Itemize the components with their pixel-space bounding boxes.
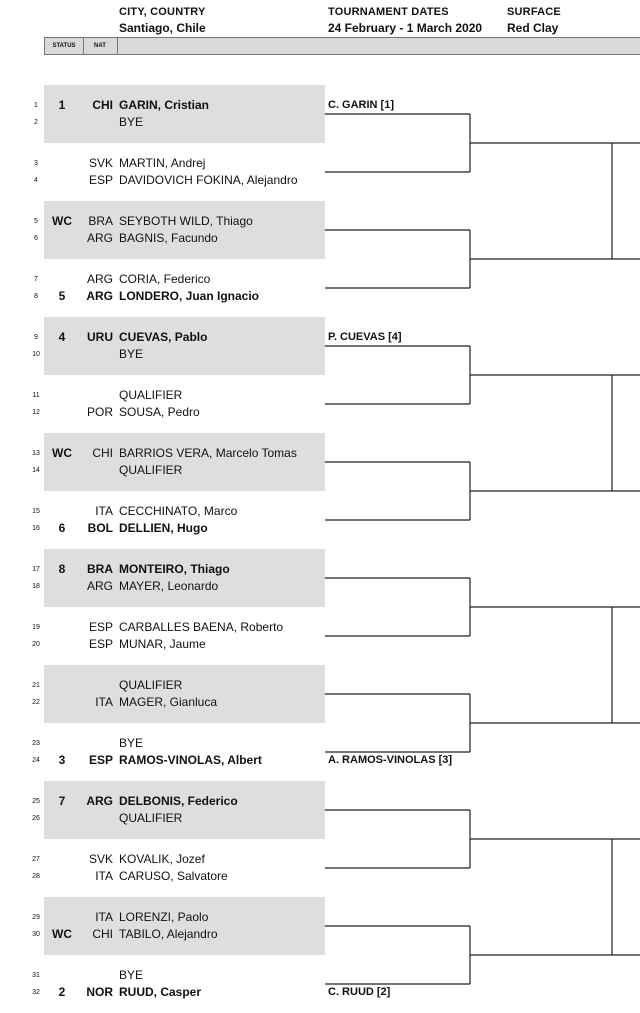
draw-position: 21 <box>32 682 40 689</box>
player-seed: 8 <box>58 562 66 576</box>
player-name: QUALIFIER <box>119 463 183 477</box>
player-seed: 7 <box>58 794 66 808</box>
draw-position: 19 <box>32 624 40 631</box>
header-dates-value: 24 February - 1 March 2020 <box>328 21 483 35</box>
player-name: QUALIFIER <box>119 678 183 692</box>
draw-position: 3 <box>34 160 38 167</box>
round2-winner: P. CUEVAS [4] <box>328 331 402 343</box>
draw-position: 28 <box>32 873 40 880</box>
player-name: MUNAR, Jaume <box>119 637 206 651</box>
player-name: RAMOS-VINOLAS, Albert <box>119 753 262 767</box>
player-nationality: ARG <box>86 289 113 303</box>
player-seed: WC <box>52 446 72 460</box>
player-nationality: NOR <box>86 985 113 999</box>
draw-position: 12 <box>32 409 40 416</box>
player-name: GARIN, Cristian <box>119 98 210 112</box>
player-name: MAYER, Leonardo <box>119 579 219 593</box>
player-name: LORENZI, Paolo <box>119 910 209 924</box>
player-seed: 2 <box>58 985 66 999</box>
player-nationality: ARG <box>86 794 113 808</box>
draw-position: 13 <box>32 450 40 457</box>
player-name: CORIA, Federico <box>119 272 211 286</box>
player-nationality: SVK <box>88 852 113 866</box>
player-name: MARTIN, Andrej <box>119 156 206 170</box>
player-nationality: ARG <box>86 272 113 286</box>
draw-position: 31 <box>32 972 40 979</box>
draw-position: 9 <box>34 334 38 341</box>
draw-position: 6 <box>34 235 38 242</box>
draw-position: 26 <box>32 815 40 822</box>
player-name: BYE <box>119 347 144 361</box>
draw-position: 2 <box>34 119 38 126</box>
player-name: LONDERO, Juan Ignacio <box>119 289 260 303</box>
draw-position: 17 <box>32 566 40 573</box>
player-name: BARRIOS VERA, Marcelo Tomas <box>119 446 297 460</box>
header-surface-value: Red Clay <box>507 21 559 35</box>
player-name: CARUSO, Salvatore <box>119 869 228 883</box>
player-nationality: BOL <box>87 521 113 535</box>
round2-winner: C. RUUD [2] <box>328 986 391 998</box>
draw-position: 16 <box>32 525 40 532</box>
column-status: STATUS <box>45 38 84 54</box>
player-name: MAGER, Gianluca <box>119 695 218 709</box>
draw-position: 30 <box>32 931 40 938</box>
draw-position: 14 <box>32 467 40 474</box>
draw-position: 23 <box>32 740 40 747</box>
bracket-lines <box>0 85 640 1008</box>
column-header-bar <box>44 37 640 55</box>
header-dates-label: TOURNAMENT DATES <box>328 6 449 18</box>
player-nationality: URU <box>87 330 113 344</box>
draw-position: 29 <box>32 914 40 921</box>
player-nationality: ESP <box>88 637 113 651</box>
player-nationality: BRA <box>88 214 113 228</box>
round2-winner: C. GARIN [1] <box>328 99 394 111</box>
player-nationality: ITA <box>95 504 113 518</box>
player-nationality: ESP <box>88 753 113 767</box>
draw-position: 4 <box>34 177 38 184</box>
draw-position: 1 <box>34 102 38 109</box>
draw-position: 8 <box>34 293 38 300</box>
player-nationality: ITA <box>95 910 113 924</box>
player-seed: WC <box>52 214 72 228</box>
player-name: CUEVAS, Pablo <box>119 330 208 344</box>
column-nat: NAT <box>83 38 118 54</box>
player-nationality: POR <box>86 405 113 419</box>
player-nationality: CHI <box>92 927 113 941</box>
player-name: DELLIEN, Hugo <box>119 521 208 535</box>
draw-position: 25 <box>32 798 40 805</box>
player-seed: 1 <box>58 98 66 112</box>
header-location-label: CITY, COUNTRY <box>119 6 206 18</box>
draw-position: 15 <box>32 508 40 515</box>
player-seed: 6 <box>58 521 66 535</box>
draw-position: 27 <box>32 856 40 863</box>
player-name: SEYBOTH WILD, Thiago <box>119 214 253 228</box>
player-name: BYE <box>119 115 144 129</box>
draw-position: 11 <box>32 392 40 399</box>
draw-position: 5 <box>34 218 38 225</box>
player-nationality: ITA <box>95 695 113 709</box>
player-name: TABILO, Alejandro <box>119 927 218 941</box>
draw-position: 32 <box>32 989 40 996</box>
round2-winner: A. RAMOS-VINOLAS [3] <box>328 754 453 766</box>
player-nationality: BRA <box>87 562 113 576</box>
player-nationality: ARG <box>86 579 113 593</box>
draw-position: 24 <box>32 757 40 764</box>
player-seed: 4 <box>58 330 66 344</box>
player-seed: WC <box>52 927 72 941</box>
player-nationality: SVK <box>88 156 113 170</box>
player-name: MONTEIRO, Thiago <box>119 562 230 576</box>
player-nationality: ESP <box>88 173 113 187</box>
header-surface-label: SURFACE <box>507 6 561 18</box>
player-name: BAGNIS, Facundo <box>119 231 218 245</box>
draw-position: 10 <box>32 351 40 358</box>
player-name: BYE <box>119 736 144 750</box>
player-name: DELBONIS, Federico <box>119 794 238 808</box>
player-name: DAVIDOVICH FOKINA, Alejandro <box>119 173 298 187</box>
player-name: QUALIFIER <box>119 811 183 825</box>
player-nationality: ESP <box>88 620 113 634</box>
player-nationality: CHI <box>92 446 113 460</box>
player-name: SOUSA, Pedro <box>119 405 200 419</box>
player-seed: 5 <box>58 289 66 303</box>
player-name: BYE <box>119 968 144 982</box>
draw-position: 20 <box>32 641 40 648</box>
player-name: RUUD, Casper <box>119 985 202 999</box>
player-seed: 3 <box>58 753 66 767</box>
player-nationality: ITA <box>95 869 113 883</box>
player-nationality: ARG <box>86 231 113 245</box>
draw-position: 22 <box>32 699 40 706</box>
player-nationality: CHI <box>92 98 113 112</box>
player-name: CECCHINATO, Marco <box>119 504 238 518</box>
player-name: KOVALIK, Jozef <box>119 852 205 866</box>
header-location-value: Santiago, Chile <box>119 21 206 35</box>
player-name: CARBALLES BAENA, Roberto <box>119 620 284 634</box>
player-name: QUALIFIER <box>119 388 183 402</box>
draw-position: 18 <box>32 583 40 590</box>
draw-position: 7 <box>34 276 38 283</box>
